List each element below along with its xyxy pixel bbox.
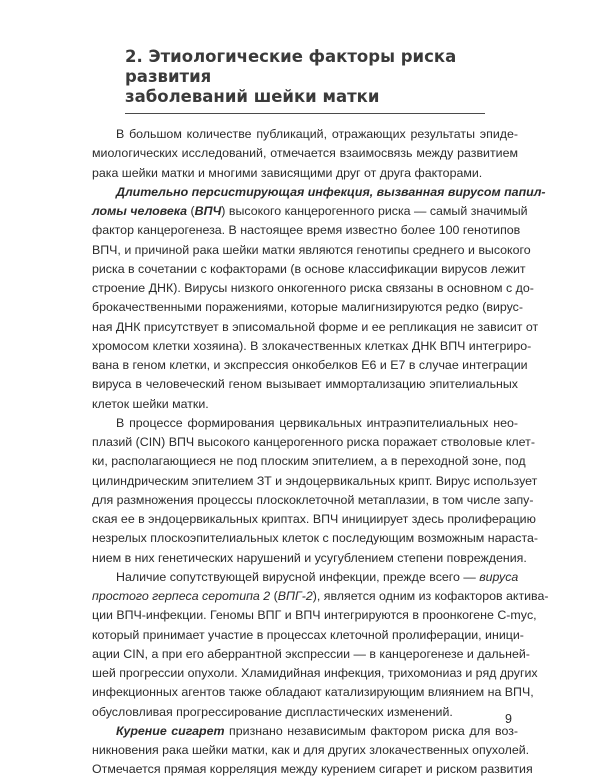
emphasis-text: простого герпеса серотипа 2 xyxy=(92,589,271,603)
paragraph-3 xyxy=(92,414,539,568)
text-line: ная ДНК присутствует в эписомальной форме и ее репликация не зависит от xyxy=(92,319,539,334)
text-line: вируса в человеческий геном вызывает иммортализацию эпителиальных xyxy=(92,377,518,392)
text-line: плазий (CIN) ВПЧ высокого канцерогенного риска поражает стволовые клет- xyxy=(92,435,535,449)
text-line xyxy=(92,722,518,741)
page-number: 9 xyxy=(505,712,512,726)
paragraph-5 xyxy=(92,722,533,780)
emphasis-text: ломы человека xyxy=(92,204,188,218)
text-line: клеток шейки матки. xyxy=(92,396,209,411)
text-line: миологических исследований, отмечается взаимосвязь между развитием xyxy=(92,146,518,161)
text-line: риска в сочетании с кофакторами (в основе классификации вирусов лежит xyxy=(92,261,526,276)
section-heading-line-1: 2. Этиологические факторы риска развития xyxy=(125,47,457,86)
emphasis-text: Курение сигарет xyxy=(116,723,225,738)
text-line: хромосом клетки хозяина). В злокачественных клетках ДНК ВПЧ интегриро- xyxy=(92,338,532,353)
text-line: строение ДНК). Вирусы низкого онкогенного риска связаны в основном с до- xyxy=(92,281,534,295)
text-line: фактор канцерогенеза. В настоящее время известно более 100 генотипов xyxy=(92,223,521,238)
text-line: нием в них генетических нарушений и усугублением степени повреждения. xyxy=(92,550,527,565)
paragraph-2 xyxy=(92,183,546,414)
emphasis-text: ВПЧ xyxy=(194,204,222,218)
paragraph-4 xyxy=(92,568,549,722)
emphasis-text: вируса xyxy=(479,569,519,584)
text-line: В большом количестве публикаций, отражающих результаты эпиде- xyxy=(116,127,518,141)
text-line: ВПЧ, и причиной рака шейки матки являются генотипы среднего и высокого xyxy=(92,242,531,257)
emphasis-text: ВПГ-2 xyxy=(277,589,313,603)
text-line xyxy=(92,587,549,606)
text-line xyxy=(92,568,518,587)
text-fragment: ) высокого канцерогенного риска — самый значимый xyxy=(221,204,528,218)
text-line xyxy=(92,202,528,221)
text-fragment: ( xyxy=(270,589,278,603)
text-line: ации CIN, а при его аберрантной экспрессии — в канцерогенезе и дальней- xyxy=(92,646,530,661)
text-line: рака шейки матки и многими зависящими друг от друга факторами. xyxy=(92,165,483,180)
section-heading-line-2: заболеваний шейки матки xyxy=(125,87,380,106)
text-line: шей прогрессии опухоли. Хламидийная инфекция, трихомониаз и ряд других xyxy=(92,666,538,680)
text-line: Отмечается прямая корреляция между курением сигарет и риском развития xyxy=(92,762,533,777)
paragraph-1 xyxy=(92,125,518,183)
text-line: ки, располагающиеся не под плоским эпителием, а в переходной зоне, под xyxy=(92,454,526,469)
text-fragment: ), является одним из кофакторов актива- xyxy=(312,589,549,603)
text-line: ции ВПЧ-инфекции. Геномы ВПГ и ВПЧ интегрируются в проонкогене C-myc, xyxy=(92,608,537,623)
text-fragment: ( xyxy=(187,204,195,218)
text-line: никновения рака шейки матки, как и для других злокачественных опухолей. xyxy=(92,743,530,757)
text-line: для размножения процессы плоскоклеточной метаплазии, в том числе запу- xyxy=(92,492,534,507)
body-text xyxy=(92,125,549,780)
text-fragment: Наличие сопутствующей вирусной инфекции, прежде всего — xyxy=(116,569,480,584)
text-line: незрелых плоскоэпителиальных клеток с последующим возможным нараста- xyxy=(92,531,539,546)
text-line: который принимает участие в процессах клеточной пролиферации, иници- xyxy=(92,627,524,642)
section-heading xyxy=(125,47,485,114)
text-line: обусловливая прогрессирование диспластических изменений. xyxy=(92,704,453,719)
text-line: Длительно персистирующая инфекция, вызванная вирусом папил- xyxy=(116,184,546,199)
text-line: цилиндрическим эпителием ЗТ и эндоцервикальных крипт. Вирус использует xyxy=(92,473,538,488)
text-line: инфекционных агентов также обладают катализирующим влиянием на ВПЧ, xyxy=(92,685,534,700)
text-line: В процессе формирования цервикальных интраэпителиальных нео- xyxy=(116,415,518,430)
text-line: брокачественными поражениями, которые малигнизируются редко (вирус- xyxy=(92,300,524,315)
text-line: ская ее в эндоцервикальных криптах. ВПЧ инициирует здесь пролиферацию xyxy=(92,512,536,526)
text-line: вана в геном клетки, и экспрессия онкобелков Е6 и Е7 в случае интеграции xyxy=(92,358,528,372)
text-fragment: признано независимым фактором риска для воз- xyxy=(224,723,519,738)
